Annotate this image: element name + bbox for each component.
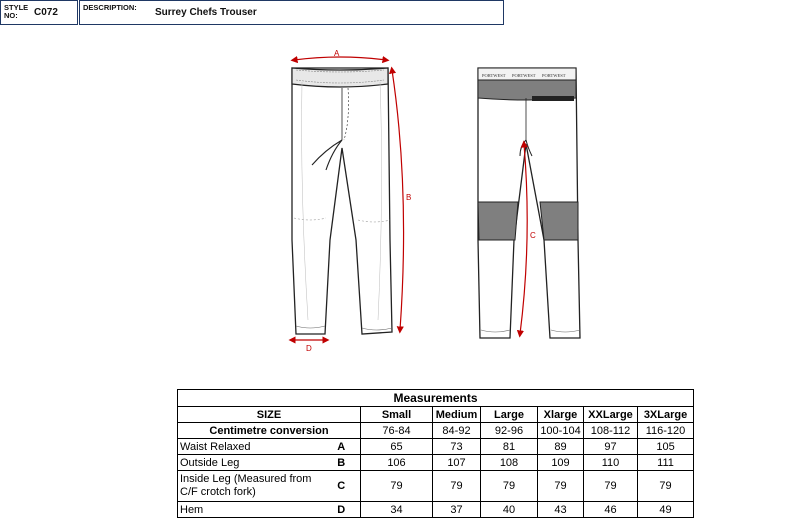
waistband-text-2: PORTWEST — [512, 73, 536, 78]
row-letter: A — [323, 439, 361, 455]
cell-value: 81 — [481, 439, 538, 455]
size-large: Large — [481, 407, 538, 423]
cell-value: 79 — [584, 471, 638, 502]
size-xlarge: Xlarge — [538, 407, 584, 423]
cell-value: 79 — [638, 471, 694, 502]
waistband-text-1: PORTWEST — [482, 73, 506, 78]
table-row — [178, 471, 694, 502]
table-row — [178, 439, 694, 455]
cm-range: 84-92 — [433, 423, 481, 439]
cell-value: 34 — [361, 502, 433, 518]
label-d: D — [306, 344, 312, 353]
row-name: Hem — [178, 502, 323, 518]
size-3xlarge: 3XLarge — [638, 407, 694, 423]
label-c: C — [530, 231, 536, 240]
description-label: DESCRIPTION: — [83, 3, 137, 12]
cell-value: 79 — [538, 471, 584, 502]
size-header: SIZE — [178, 407, 361, 423]
row-name: Waist Relaxed — [178, 439, 323, 455]
row-letter: B — [323, 455, 361, 471]
cm-range: 108-112 — [584, 423, 638, 439]
row-letter: D — [323, 502, 361, 518]
description-value: Surrey Chefs Trouser — [155, 7, 257, 18]
cell-value: 108 — [481, 455, 538, 471]
cell-value: 79 — [361, 471, 433, 502]
size-small: Small — [361, 407, 433, 423]
table-row — [178, 502, 694, 518]
cell-value: 107 — [433, 455, 481, 471]
size-medium: Medium — [433, 407, 481, 423]
cell-value: 79 — [481, 471, 538, 502]
cell-value: 110 — [584, 455, 638, 471]
back-view — [478, 68, 580, 338]
conversion-label: Centimetre conversion — [178, 423, 361, 439]
measurements-table — [177, 389, 694, 518]
front-view — [292, 49, 411, 353]
size-xxlarge: XXLarge — [584, 407, 638, 423]
cell-value: 106 — [361, 455, 433, 471]
cell-value: 105 — [638, 439, 694, 455]
label-b: B — [406, 193, 412, 202]
cell-value: 111 — [638, 455, 694, 471]
style-no-value: C072 — [34, 7, 58, 18]
cell-value: 37 — [433, 502, 481, 518]
cell-value: 65 — [361, 439, 433, 455]
cell-value: 89 — [538, 439, 584, 455]
waistband-text-3: PORTWEST — [542, 73, 566, 78]
row-name: Outside Leg — [178, 455, 323, 471]
cell-value: 40 — [481, 502, 538, 518]
cm-range: 100-104 — [538, 423, 584, 439]
style-box — [0, 0, 78, 25]
trouser-technical-drawing — [270, 40, 610, 370]
cm-range: 116-120 — [638, 423, 694, 439]
description-box — [79, 0, 504, 25]
cell-value: 97 — [584, 439, 638, 455]
style-no-label: STYLE NO: — [4, 3, 29, 20]
row-letter: C — [323, 471, 361, 502]
row-name: Inside Leg (Measured from C/F crotch fork) — [178, 471, 323, 502]
table-row — [178, 455, 694, 471]
cm-range: 92-96 — [481, 423, 538, 439]
cell-value: 46 — [584, 502, 638, 518]
label-a: A — [334, 49, 340, 58]
cell-value: 49 — [638, 502, 694, 518]
cell-value: 79 — [433, 471, 481, 502]
cell-value: 109 — [538, 455, 584, 471]
table-title: Measurements — [178, 390, 694, 407]
cell-value: 43 — [538, 502, 584, 518]
cm-range: 76-84 — [361, 423, 433, 439]
cell-value: 73 — [433, 439, 481, 455]
